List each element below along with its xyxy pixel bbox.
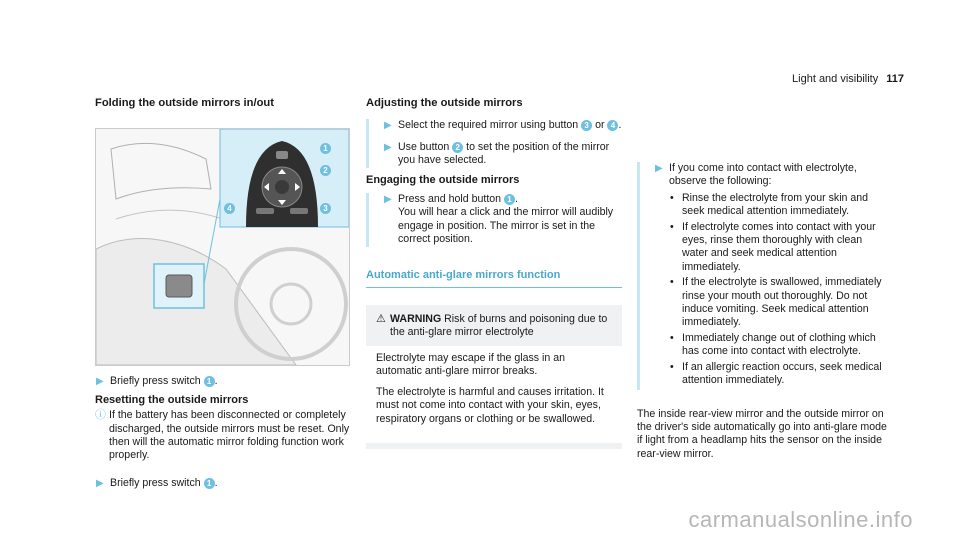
step-set-position: ▶ Use button 2 to set the position of the mirror you have selected.: [384, 140, 610, 167]
warning-paragraph-2: The electrolyte is harmful and causes irritation. It must not come into contact with your skin, eyes, respiratory organs or clothing or be swallowed.: [376, 385, 604, 425]
list-item: • Immediately change out of clothing which has come into contact with electrolyte.: [669, 332, 889, 359]
callout-3: 3: [320, 203, 331, 214]
step-arrow-icon: ▶: [384, 141, 392, 153]
step-arrow-icon: ▶: [384, 194, 392, 206]
anti-glare-section-title: Automatic anti-glare mirrors function: [366, 269, 622, 288]
mirror-switch-illustration: [95, 128, 350, 366]
list-item: • If electrolyte comes into contact with your eyes, rinse them thoroughly with clean water and seek medical attention immediately.: [669, 221, 889, 275]
step-select-mirror: ▶ Select the required mirror using button 3 or 4 .: [384, 119, 622, 132]
warning-paragraph-1: Electrolyte may escape if the glass in an automatic anti-glare mirror breaks.: [376, 351, 566, 378]
warning-text: Risk of burns and poisoning due to the anti-glare mirror electrolyte: [390, 313, 608, 339]
step-arrow-icon: ▶: [384, 120, 392, 132]
first-aid-list: [669, 192, 889, 388]
warning-icon: ⚠: [376, 313, 386, 326]
column-1: [95, 97, 350, 490]
list-item: • If an allergic reaction occurs, seek medical attention immediately.: [669, 361, 889, 388]
engaging-heading: Engaging the outside mirrors: [366, 173, 520, 186]
list-item: • Rinse the electrolyte from your skin and seek medical attention immediately.: [669, 192, 889, 219]
list-item: • If the electrolyte is swallowed, immediately rinse your mouth out thoroughly. Do not induce vomiting. Seek medical attention immediately.: [669, 276, 889, 330]
folding-heading: Folding the outside mirrors in/out: [95, 97, 274, 109]
step-arrow-icon: ▶: [96, 376, 104, 388]
anti-glare-paragraph: The inside rear-view mirror and the outside mirror on the driver's side automatically go into anti-glare mode if light from a headlamp hits the sensor on the inside rear-view mirror.: [637, 407, 887, 460]
callout-1: 1: [320, 143, 331, 154]
step-arrow-icon: ▶: [655, 163, 663, 174]
callout-2: 2: [320, 165, 331, 176]
info-note: ⓘ If the battery has been disconnected or completely discharged, the outside mirrors must be reset. Only then will the automatic mirror folding function work properly.: [95, 409, 350, 462]
step-press-switch-2: ▶ Briefly press switch 1 .: [96, 476, 218, 489]
page-header: [792, 73, 904, 85]
adjusting-heading: Adjusting the outside mirrors: [366, 97, 523, 109]
step-electrolyte-contact: ▶ If you come into contact with electrolyte, observe the following: • Rinse the electrolyte from your skin and seek medical attention immediately. • If electrolyte comes into contact with your eyes, rinse them thoroughly with clean water and seek medical attention immediately. • If the electrolyte is swallowed, immediately rinse your mouth out thoroughly. Do not induce vomiting. Seek medical attention immediately. • Immediately change out of clothing which has come into contact with electrolyte. • If an allergic reaction occurs, seek medical attention immediately.: [654, 162, 889, 390]
callout-4: 4: [224, 203, 235, 214]
step-press-hold: ▶ Press and hold button 1 . You will hear a click and the mirror will audibly engage in position. The mirror is set in the correct position.: [384, 193, 614, 246]
warning-label: WARNING: [390, 313, 442, 326]
column-3: [637, 162, 889, 461]
step-press-switch: ▶ Briefly press switch 1 .: [96, 375, 218, 388]
column-2: [366, 97, 622, 449]
info-icon: ⓘ: [95, 409, 106, 422]
door-panel-drawing: [96, 129, 349, 365]
step-arrow-icon: ▶: [96, 477, 104, 489]
warning-box: [366, 305, 622, 449]
reset-heading: Resetting the outside mirrors: [95, 393, 249, 406]
section-title: Light and visibility: [792, 73, 879, 85]
page-number: 117: [886, 73, 904, 85]
watermark: carmanualsonline.info: [688, 507, 913, 532]
